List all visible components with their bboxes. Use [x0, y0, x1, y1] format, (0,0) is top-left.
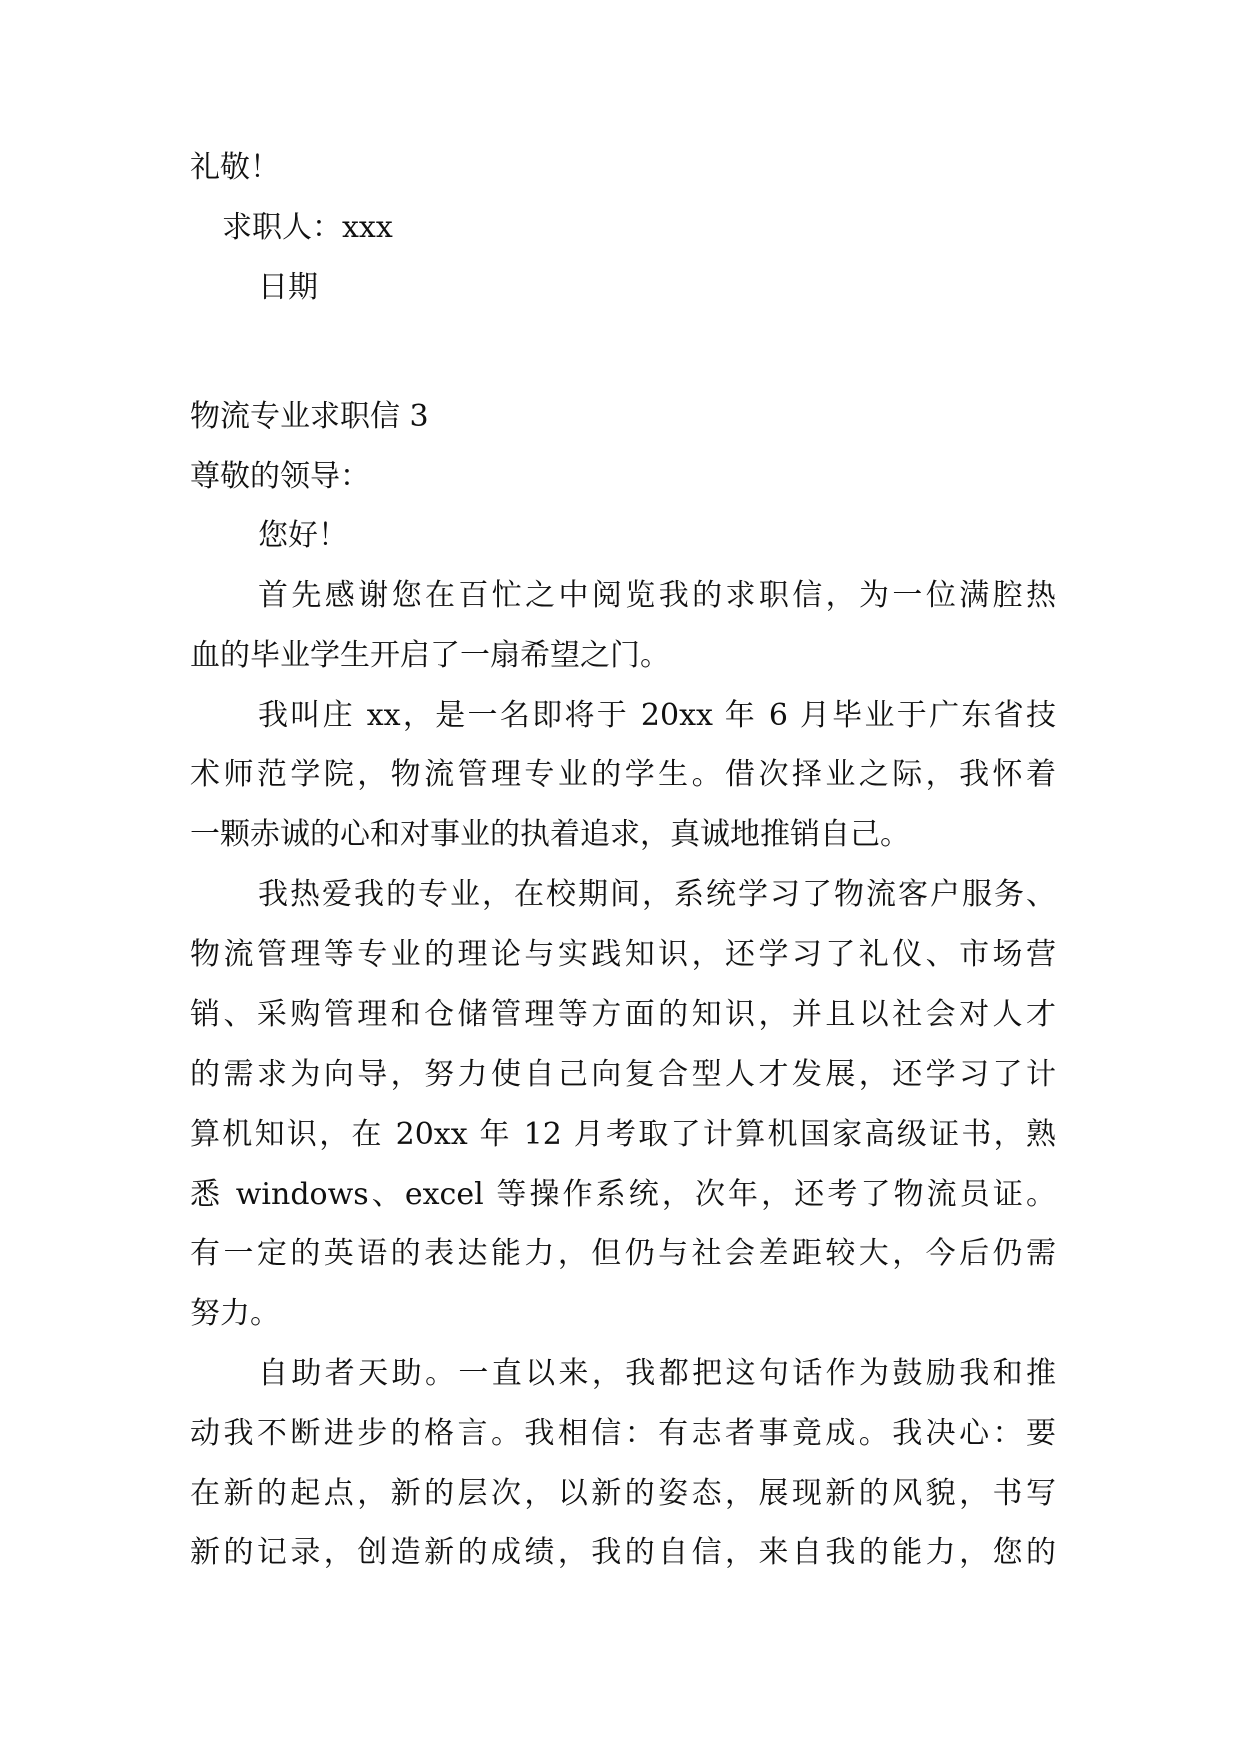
- applicant-signature: 求职人：xxx: [222, 210, 393, 245]
- paragraph-line: 我叫庄 xx，是一名即将于 20xx 年 6 月毕业于广东省技: [258, 698, 1056, 733]
- letter-hello: 您好！: [258, 518, 348, 553]
- paragraph-line: 悉 windows、excel 等操作系统，次年，还考了物流员证。: [190, 1177, 1056, 1212]
- paragraph-line: 动我不断进步的格言。我相信：有志者事竟成。我决心：要: [190, 1416, 1056, 1451]
- paragraph-line: 首先感谢您在百忙之中阅览我的求职信，为一位满腔热: [258, 578, 1056, 613]
- paragraph-line: 一颗赤诚的心和对事业的执着追求，真诚地推销自己。: [190, 817, 910, 852]
- paragraph-line: 自助者天助。一直以来，我都把这句话作为鼓励我和推: [258, 1356, 1056, 1391]
- closing-salute: 礼敬！: [190, 150, 280, 185]
- paragraph-line: 努力。: [190, 1296, 280, 1331]
- paragraph-line: 术师范学院，物流管理专业的学生。借次择业之际，我怀着: [190, 757, 1056, 792]
- paragraph-line: 的需求为向导，努力使自己向复合型人才发展，还学习了计: [190, 1057, 1056, 1092]
- paragraph-line: 物流管理等专业的理论与实践知识，还学习了礼仪、市场营: [190, 937, 1056, 972]
- letter-title: 物流专业求职信 3: [190, 399, 429, 434]
- paragraph-line: 我热爱我的专业，在校期间，系统学习了物流客户服务、: [258, 877, 1056, 912]
- paragraph-line: 算机知识，在 20xx 年 12 月考取了计算机国家高级证书，熟: [190, 1117, 1056, 1152]
- paragraph-line: 新的记录，创造新的成绩，我的自信，来自我的能力，您的: [190, 1535, 1056, 1570]
- paragraph-line: 有一定的英语的表达能力，但仍与社会差距较大，今后仍需: [190, 1236, 1056, 1271]
- paragraph-line: 销、采购管理和仓储管理等方面的知识，并且以社会对人才: [190, 997, 1056, 1032]
- date-label: 日期: [258, 270, 318, 305]
- letter-greeting: 尊敬的领导：: [190, 459, 370, 494]
- paragraph-line: 在新的起点，新的层次，以新的姿态，展现新的风貌，书写: [190, 1476, 1056, 1511]
- paragraph-line: 血的毕业学生开启了一扇希望之门。: [190, 638, 670, 673]
